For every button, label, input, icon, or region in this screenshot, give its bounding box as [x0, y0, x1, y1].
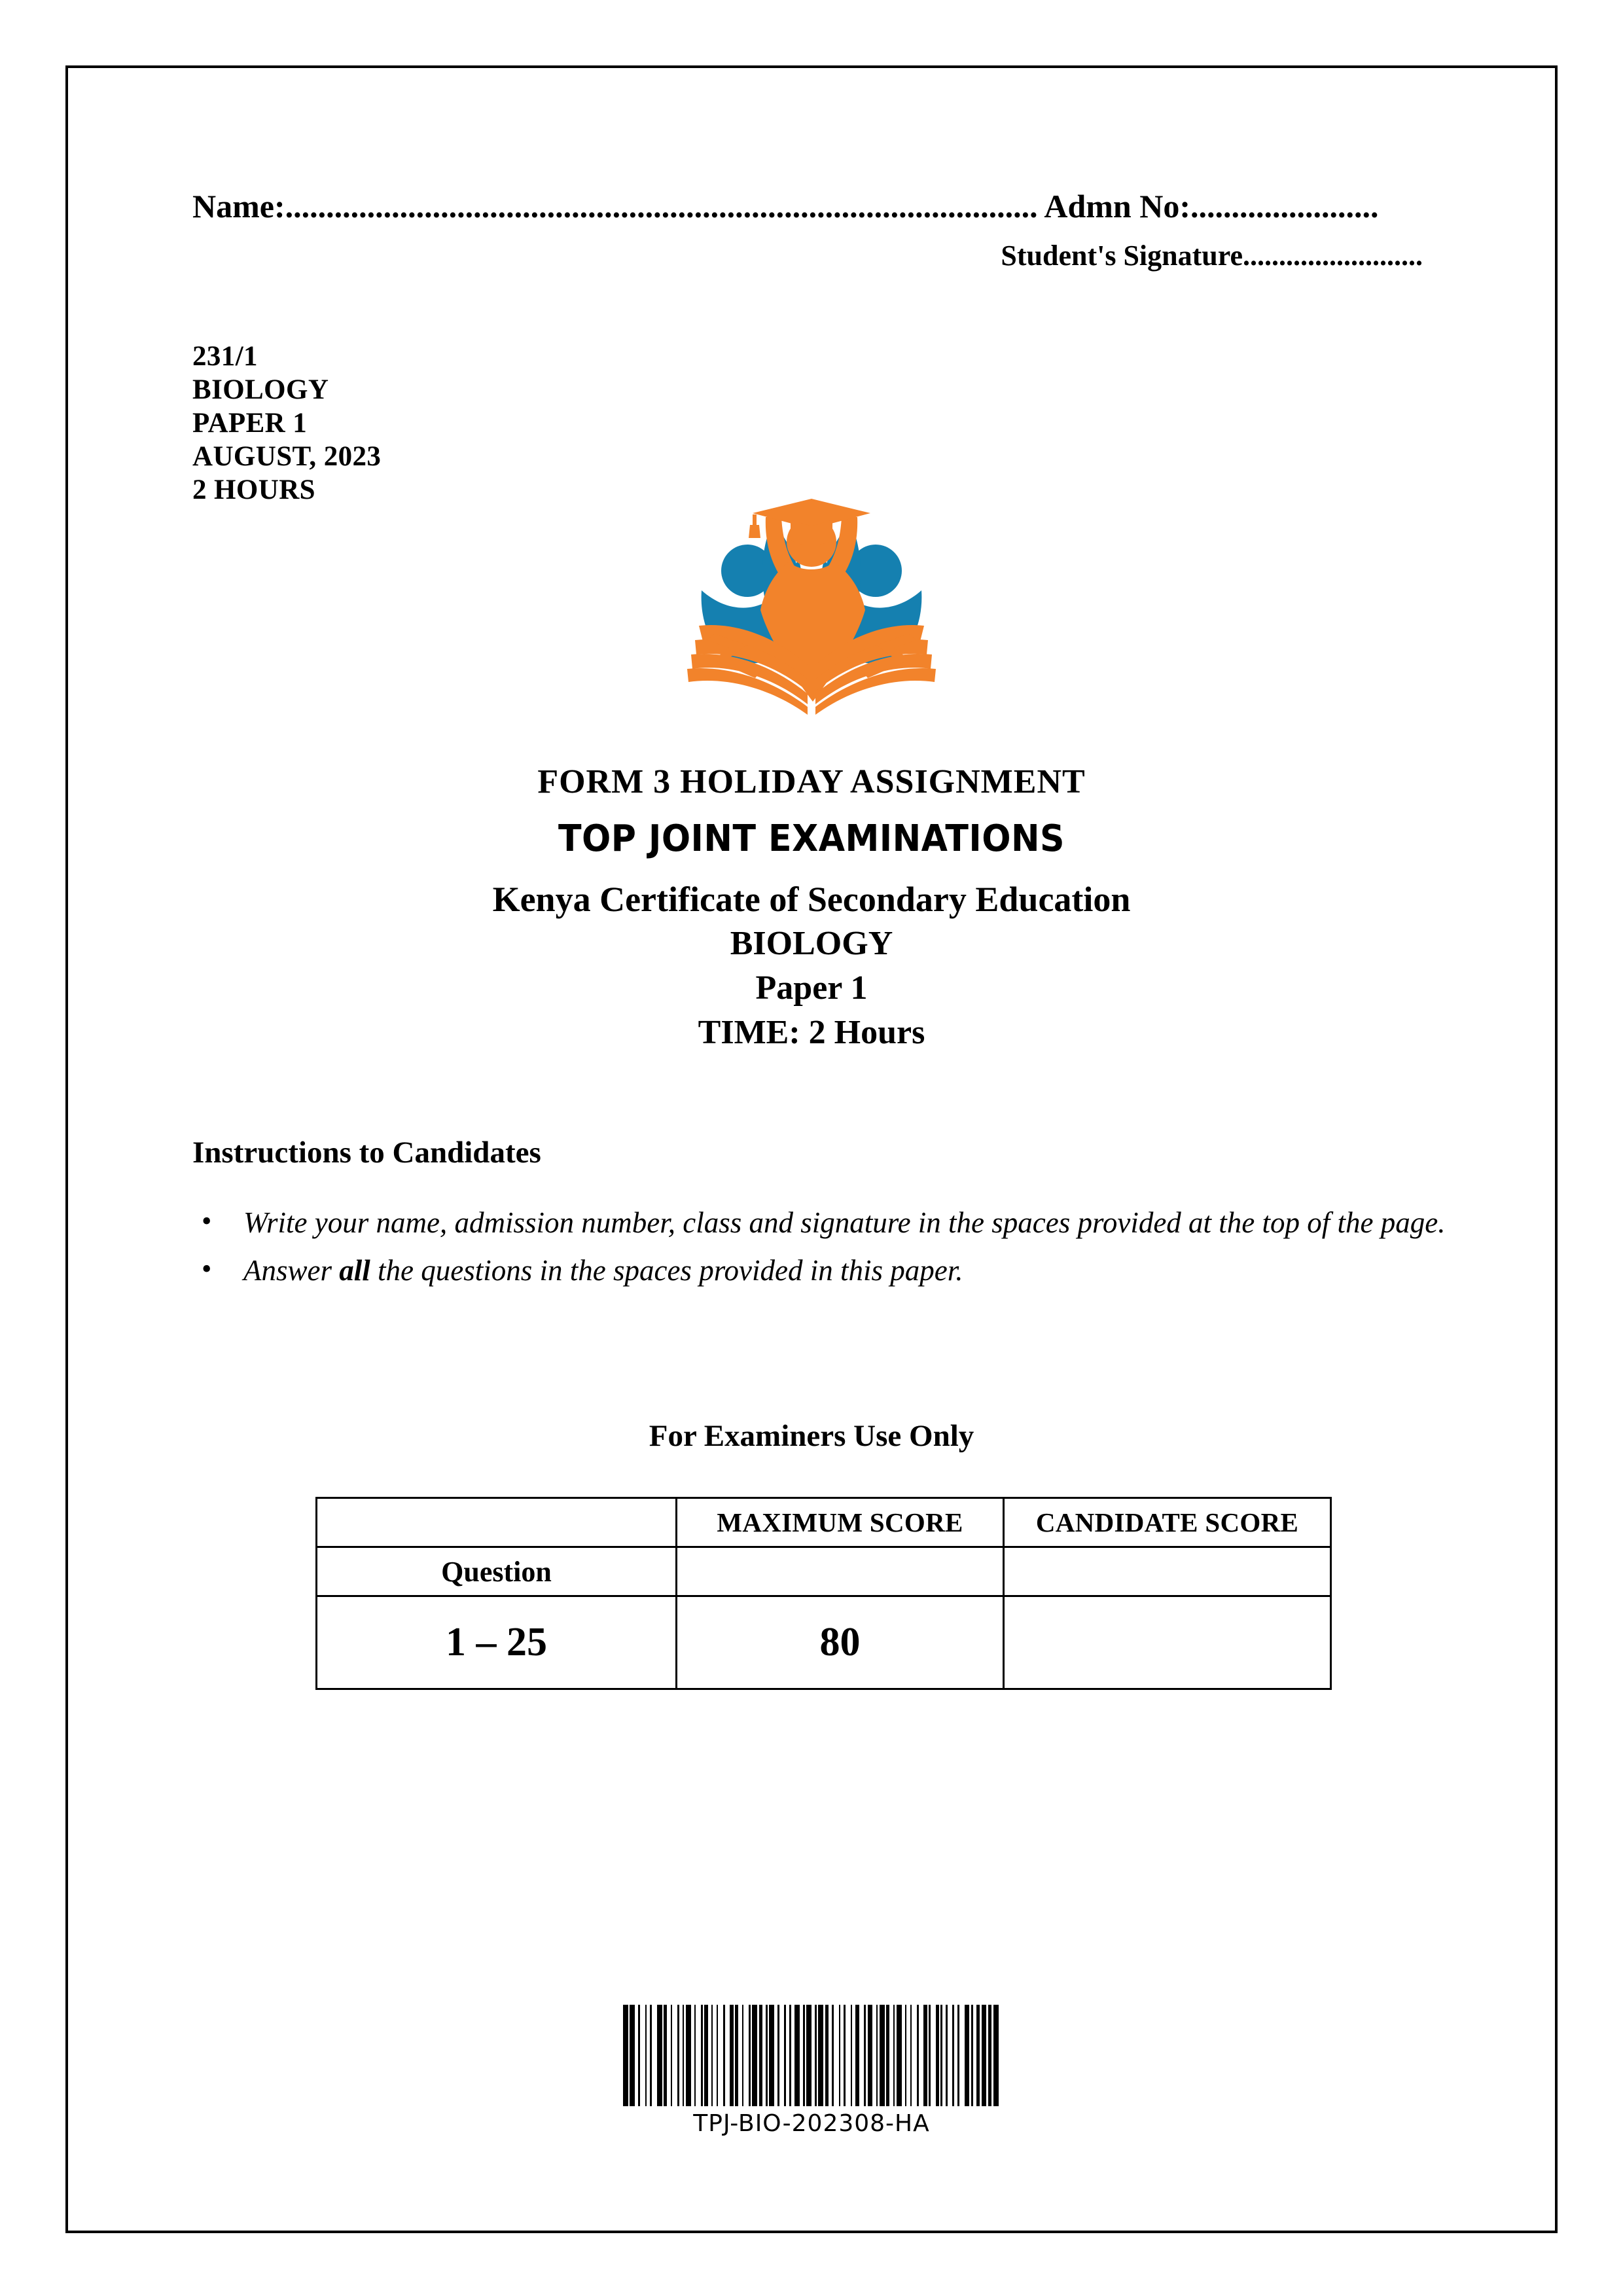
barcode-block: [68, 1996, 1555, 2137]
organisation-title: TOP JOINT EXAMINATIONS: [558, 817, 1065, 860]
cell-question-label: Question: [317, 1547, 677, 1596]
paper-code-paper: PAPER 1: [192, 408, 308, 439]
top-joint-examinations-logo-icon: [674, 474, 949, 716]
cell-candidate-blank[interactable]: [1004, 1547, 1331, 1596]
header-cell-candidate-score: CANDIDATE SCORE: [1004, 1498, 1331, 1547]
instructions-block: [192, 1134, 1455, 1296]
time-title: TIME: 2 Hours: [698, 1014, 925, 1051]
instructions-list: [192, 1200, 1455, 1293]
barcode-image: [623, 2005, 1000, 2106]
instruction-item: [192, 1248, 1455, 1293]
paper-code-date: AUGUST, 2023: [192, 441, 382, 472]
table-row: [317, 1596, 1331, 1689]
certificate-title: Kenya Certificate of Secondary Education: [492, 880, 1131, 919]
instruction-text-emphasis: all: [339, 1254, 370, 1287]
examiners-heading: For Examiners Use Only: [649, 1419, 974, 1453]
header-cell-maximum-score: MAXIMUM SCORE: [677, 1498, 1004, 1547]
instruction-text: Write your name, admission number, class and signature in the spaces provided at the top of the page.: [243, 1206, 1446, 1239]
name-admn-line[interactable]: Name:............................................................................................ Admn No:.......................: [192, 188, 1379, 224]
cell-maximum-blank[interactable]: [677, 1547, 1004, 1596]
bullet-icon: •: [202, 1253, 212, 1285]
table-row-header: [317, 1498, 1331, 1547]
student-signature-line[interactable]: Student's Signature.........................: [1001, 240, 1423, 272]
barcode-label: TPJ-BIO-202308-HA: [693, 2110, 930, 2137]
assignment-title: FORM 3 HOLIDAY ASSIGNMENT: [537, 763, 1086, 800]
cell-question-range: 1 – 25: [317, 1596, 677, 1689]
header-cell-blank: [317, 1498, 677, 1547]
paper-title: Paper 1: [755, 969, 868, 1007]
subject-title: BIOLOGY: [730, 925, 893, 962]
paper-code-duration: 2 HOURS: [192, 475, 315, 505]
instruction-text-post: the questions in the spaces provided in this paper.: [370, 1254, 963, 1287]
title-block: [68, 761, 1555, 1055]
instructions-heading: Instructions to Candidates: [192, 1136, 541, 1170]
page-content: [68, 68, 1555, 2231]
paper-code-number: 231/1: [192, 341, 258, 372]
logo-container: [68, 474, 1555, 716]
cell-candidate-score-value[interactable]: [1004, 1596, 1331, 1689]
instruction-item: [192, 1200, 1455, 1246]
candidate-details-block: [192, 186, 1469, 276]
table-row: [317, 1547, 1331, 1596]
cell-maximum-score-value: 80: [677, 1596, 1004, 1689]
page-border: [65, 65, 1558, 2233]
instruction-text-pre: Answer: [243, 1254, 340, 1287]
score-table: [315, 1497, 1332, 1690]
paper-code-subject: BIOLOGY: [192, 374, 329, 405]
bullet-icon: •: [202, 1205, 212, 1237]
